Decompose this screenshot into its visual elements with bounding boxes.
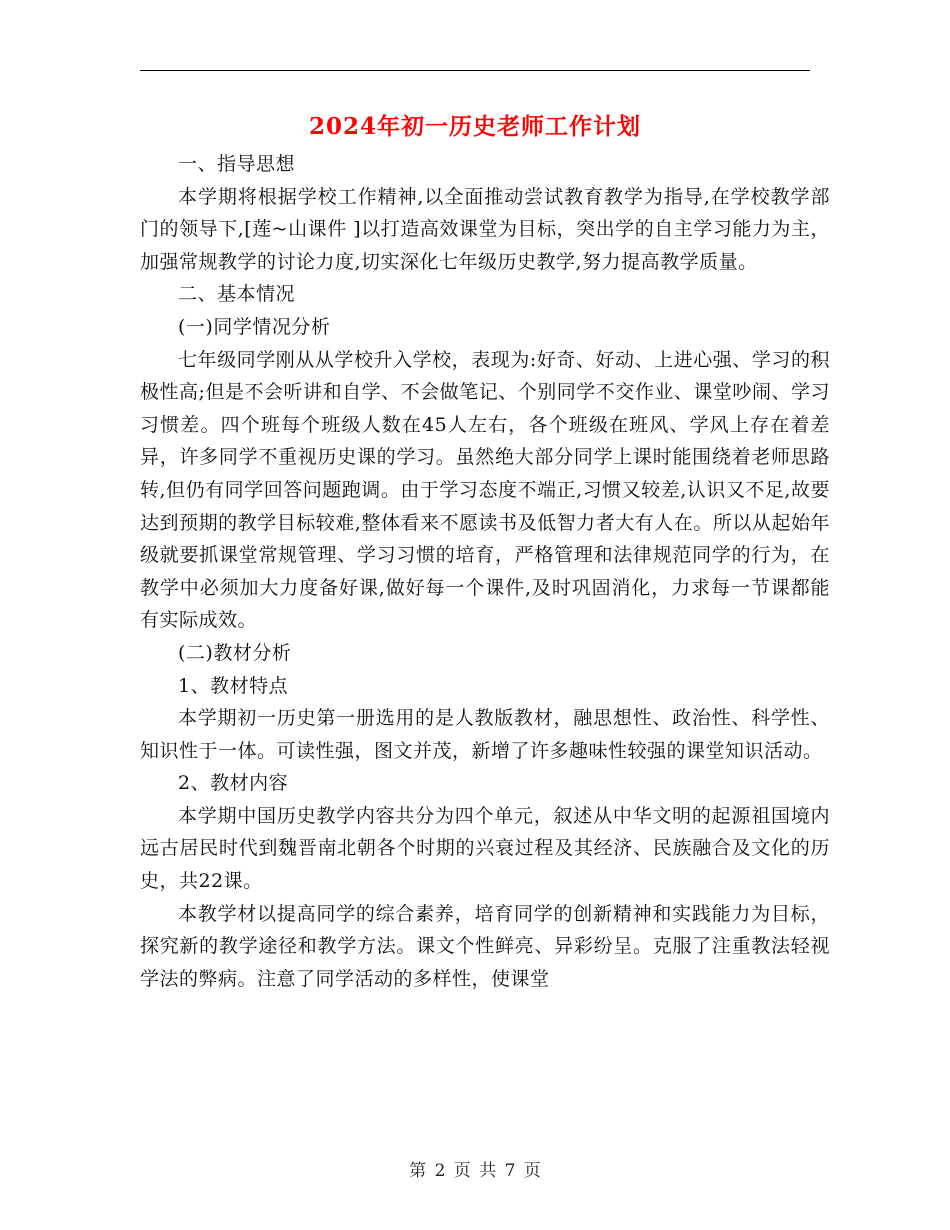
body-paragraph: 七年级同学刚从从学校升入学校，表现为:好奇、好动、上进心强、学习的积极性高;但是不会听讲和自学、不会做笔记、个别同学不交作业、课堂吵闹、学习习惯差。四个班每个班级人数在45人左右，各个班级在班风、学风上存在着差异，许多同学不重视历史课的学习。虽然绝大部分同学上课时能围绕着老师思路转,但仍有同学回答问题跑调。由于学习态度不端正,习惯又较差,认识又不足,故要达到预期的教学目标较难,整体看来不愿读书及低智力者大有人在。所以从起始年级就要抓课堂常规管理、学习习惯的培育，严格管理和法律规范同学的行为，在教学中必须加大力度备好课,做好每一个课件,及时巩固消化，力求每一节课都能有实际成效。 [140,348,830,632]
document-title: 2024年初一历史老师工作计划 [308,113,641,140]
section-heading: 一、指导思想 [178,153,296,175]
section-heading: 1、教材特点 [178,674,289,697]
header-rule [140,70,810,71]
section-heading: 二、基本情况 [178,283,296,306]
section-heading: 2、教材内容 [178,772,289,795]
body-paragraph: 本学期初一历史第一册选用的是人教版教材，融思想性、政治性、科学性、知识性于一体。可读性强，图文并茂，新增了许多趣味性较强的课堂知识活动。 [140,707,830,762]
body-paragraph: 本教学材以提高同学的综合素养，培育同学的创新精神和实践能力为目标，探究新的教学途径和教学方法。课文个性鲜亮、异彩纷呈。克服了注重教法轻视学法的弊病。注意了同学活动的多样性，使课堂 [140,902,830,990]
body-paragraph: 本学期将根据学校工作精神,以全面推动尝试教育教学为指导,在学校教学部门的领导下,[莲~山课件 ]以打造高效课堂为目标，突出学的自主学习能力为主，加强常规教学的讨论力度,切实深化七年级历史教学,努力提高教学质量。 [140,185,830,273]
page-footer: 第 2 页 共 7 页 [409,1161,541,1181]
document-body [140,148,830,995]
section-heading: (二)教材分析 [178,641,292,664]
body-paragraph: 本学期中国历史教学内容共分为四个单元，叙述从中华文明的起源祖国境内远古居民时代到魏晋南北朝各个时期的兴衰过程及其经济、民族融合及文化的历史，共22课。 [140,804,830,893]
section-heading: (一)同学情况分析 [178,315,331,338]
